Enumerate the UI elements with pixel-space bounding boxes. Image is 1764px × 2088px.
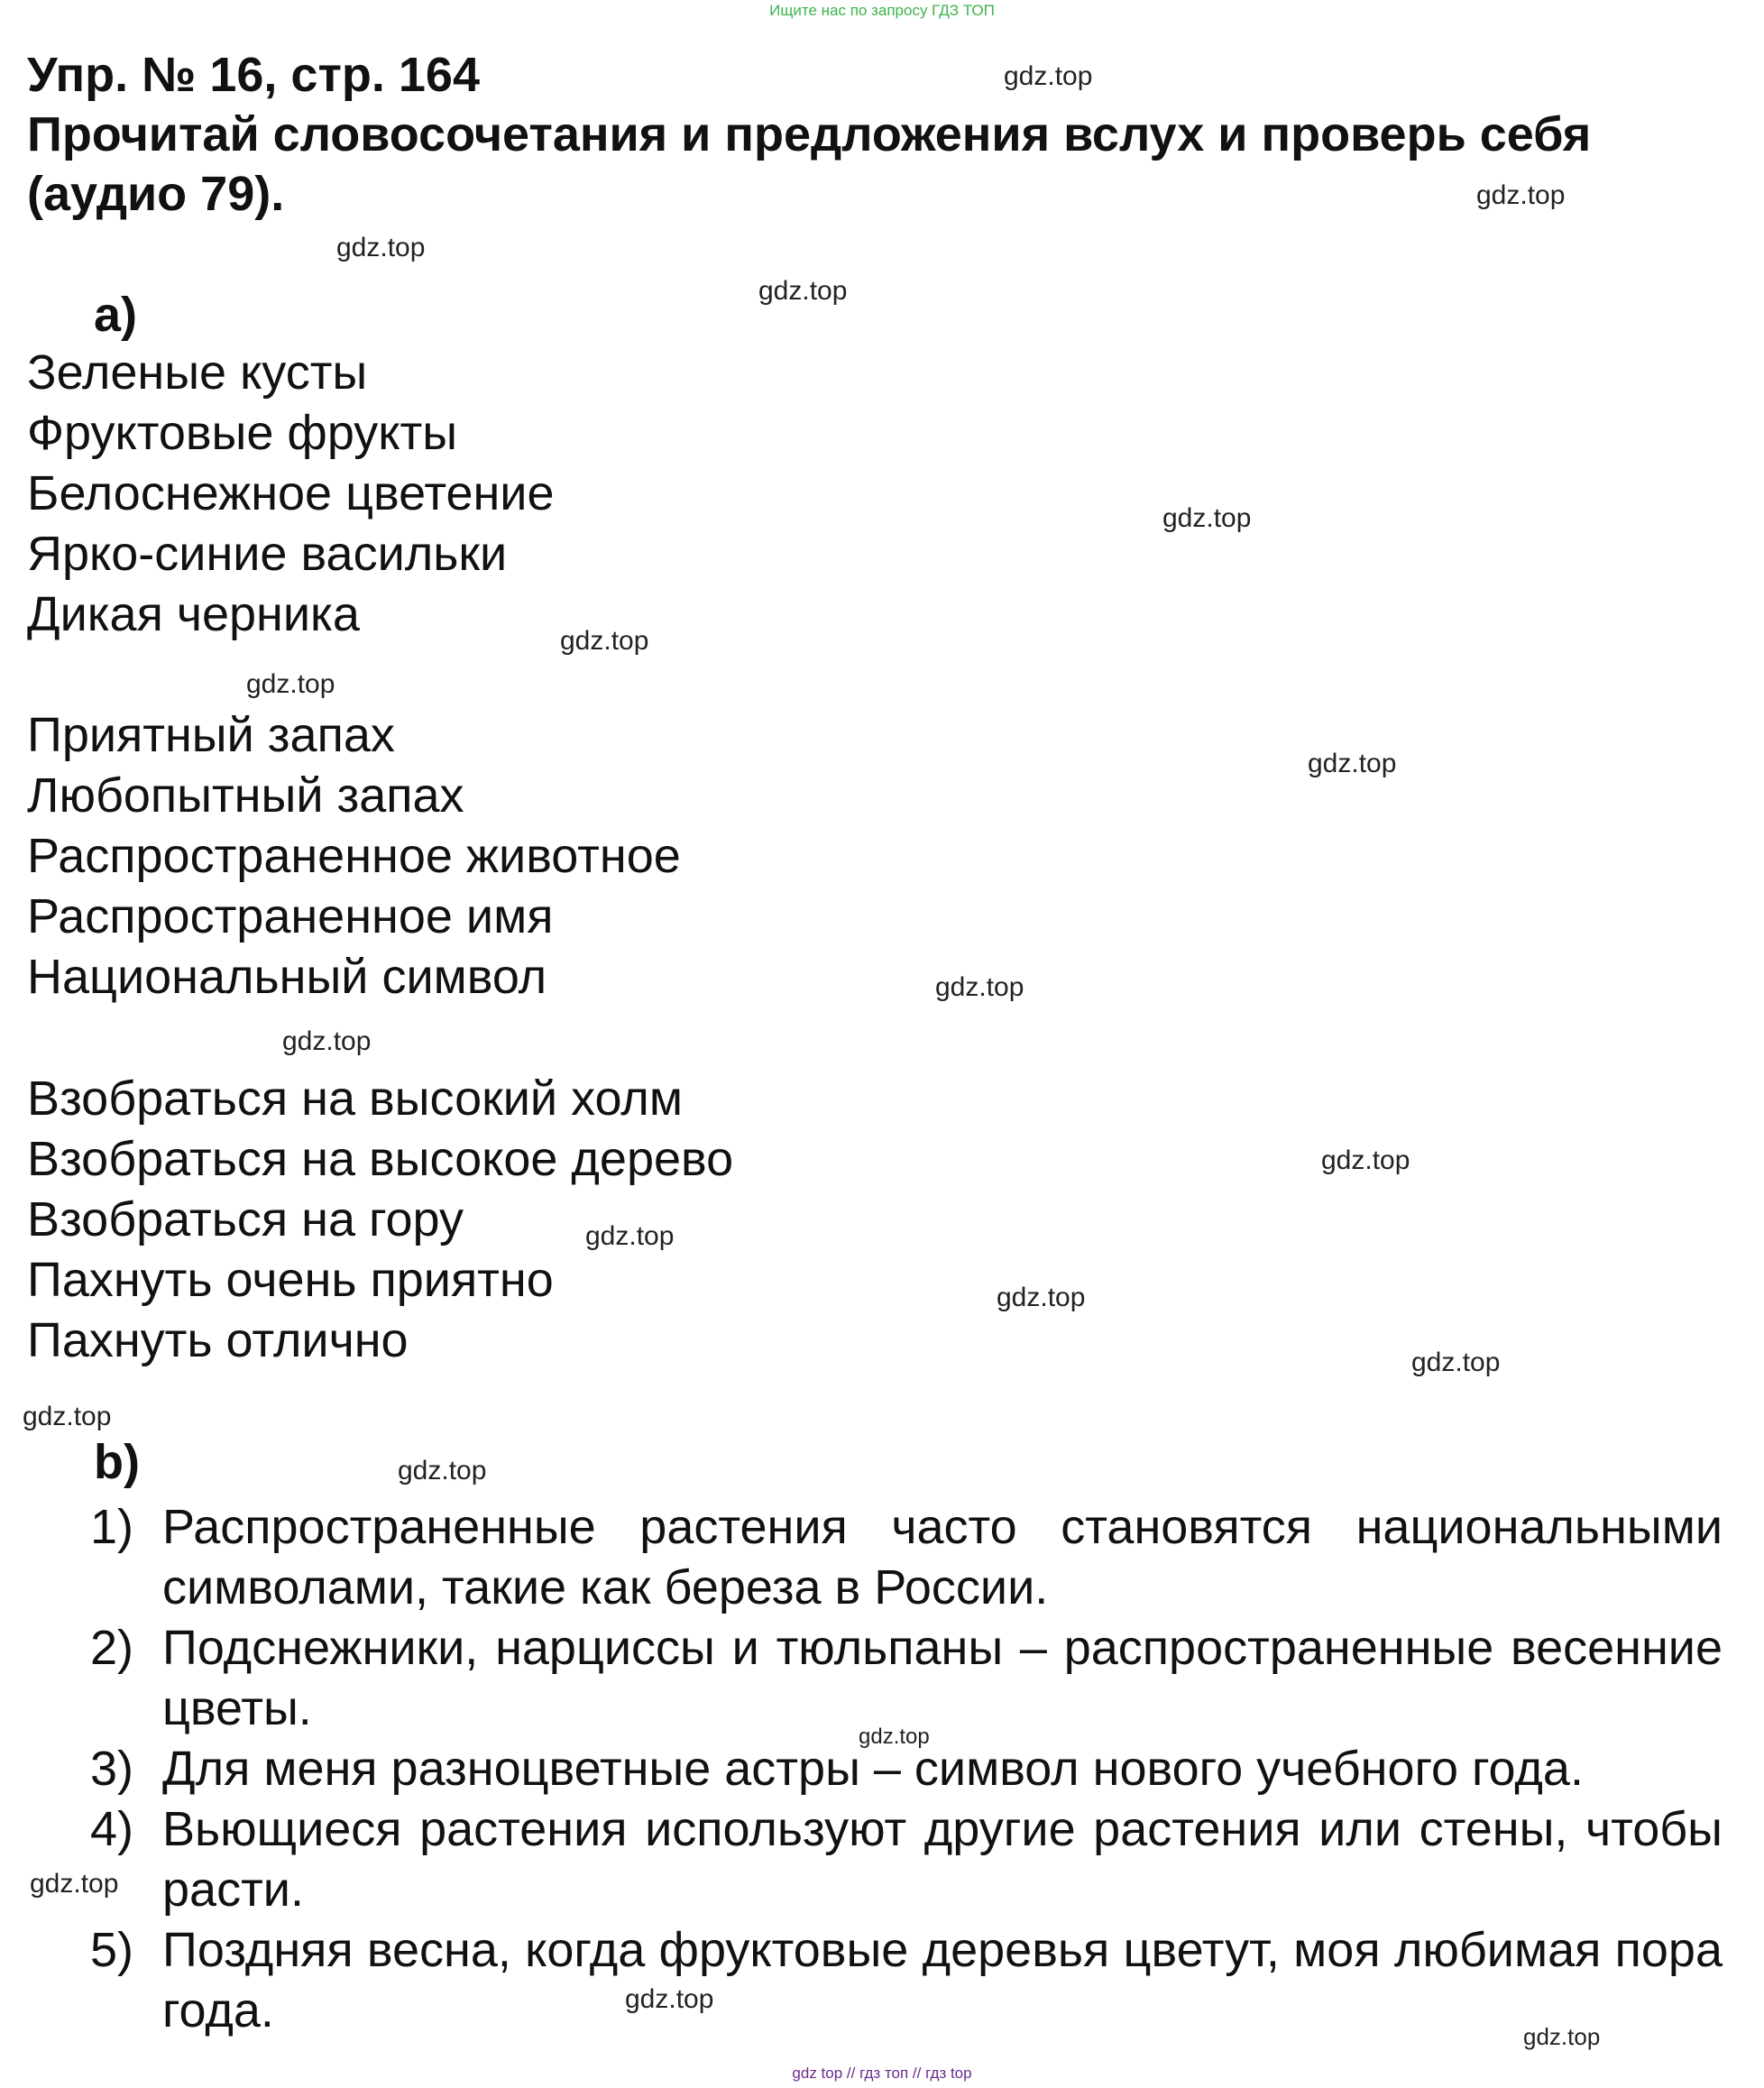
exercise-number: Упр. № 16, стр. 164 xyxy=(27,48,480,102)
list-item: Приятный запах xyxy=(27,708,395,762)
watermark: gdz.top xyxy=(1476,180,1566,210)
watermark: gdz.top xyxy=(246,669,335,699)
watermark: gdz.top xyxy=(398,1456,487,1486)
list-item: Распространенное имя xyxy=(27,889,554,943)
task-text: Прочитай словосочетания и предложения вслух и проверь себя xyxy=(27,107,1592,161)
list-item: Дикая черника xyxy=(27,587,360,641)
watermark: gdz.top xyxy=(30,1869,119,1899)
sentence-number: 1) xyxy=(90,1500,134,1554)
list-item: Белоснежное цветение xyxy=(27,466,555,520)
watermark: gdz.top xyxy=(859,1725,930,1749)
footer: gdz top // гдз топ // гдз top xyxy=(792,2065,972,2082)
watermark: gdz.top xyxy=(560,626,649,656)
watermark: gdz.top xyxy=(1004,61,1093,91)
watermark: gdz.top xyxy=(1308,749,1397,778)
sentence-item xyxy=(27,1618,1723,1739)
sentence-text: Вьющиеся растения используют другие растения или стены, чтобы расти. xyxy=(162,1802,1723,1917)
watermark: gdz.top xyxy=(1321,1145,1410,1175)
sentence-text: Поздняя весна, когда фруктовые деревья цветут, моя любимая пора года. xyxy=(162,1923,1723,2037)
top-banner: Ищите нас по запросу ГДЗ ТОП xyxy=(769,2,995,19)
sentence-item xyxy=(27,1497,1723,1618)
task-text-audio: (аудио 79). xyxy=(27,167,285,221)
list-item: Распространенное животное xyxy=(27,829,681,883)
phrase-group-2 xyxy=(27,705,681,1007)
watermark: gdz.top xyxy=(336,233,426,262)
list-item: Взобраться на высокий холм xyxy=(27,1072,683,1126)
section-a-label: a) xyxy=(94,288,138,342)
list-item: Взобраться на высокое дерево xyxy=(27,1132,734,1186)
sentence-number: 4) xyxy=(90,1802,134,1856)
list-item: Фруктовые фрукты xyxy=(27,406,458,460)
list-item: Зеленые кусты xyxy=(27,345,368,400)
sentence-text: Распространенные растения часто становятся национальными символами, такие как береза в России. xyxy=(162,1500,1723,1614)
list-item: Любопытный запах xyxy=(27,768,464,823)
watermark: gdz.top xyxy=(585,1221,675,1251)
list-item: Пахнуть отлично xyxy=(27,1313,409,1367)
phrase-group-3 xyxy=(27,1069,733,1371)
watermark: gdz.top xyxy=(935,972,1024,1002)
phrase-group-1 xyxy=(27,343,555,645)
watermark: gdz.top xyxy=(23,1402,112,1431)
watermark: gdz.top xyxy=(758,276,848,306)
watermark: gdz.top xyxy=(625,1984,714,2014)
section-b-label: b) xyxy=(94,1435,140,1489)
watermark: gdz.top xyxy=(1162,503,1252,533)
sentence-item xyxy=(27,1920,1723,2041)
sentence-number: 5) xyxy=(90,1923,134,1977)
watermark: gdz.top xyxy=(282,1026,372,1056)
list-item: Национальный символ xyxy=(27,950,547,1004)
sentence-text: Подснежники, нарциссы и тюльпаны – распространенные весенние цветы. xyxy=(162,1621,1723,1735)
sentence-item xyxy=(27,1799,1723,1920)
watermark: gdz.top xyxy=(1411,1348,1501,1377)
list-item: Взобраться на гору xyxy=(27,1192,464,1246)
watermark: gdz.top xyxy=(1523,2023,1601,2050)
sentence-list xyxy=(27,1497,1723,2041)
list-item: Пахнуть очень приятно xyxy=(27,1253,554,1307)
sentence-number: 3) xyxy=(90,1742,134,1796)
watermark: gdz.top xyxy=(997,1283,1086,1312)
sentence-number: 2) xyxy=(90,1621,134,1675)
sentence-text: Для меня разноцветные астры – символ нового учебного года. xyxy=(162,1742,1584,1796)
list-item: Ярко-синие васильки xyxy=(27,527,508,581)
